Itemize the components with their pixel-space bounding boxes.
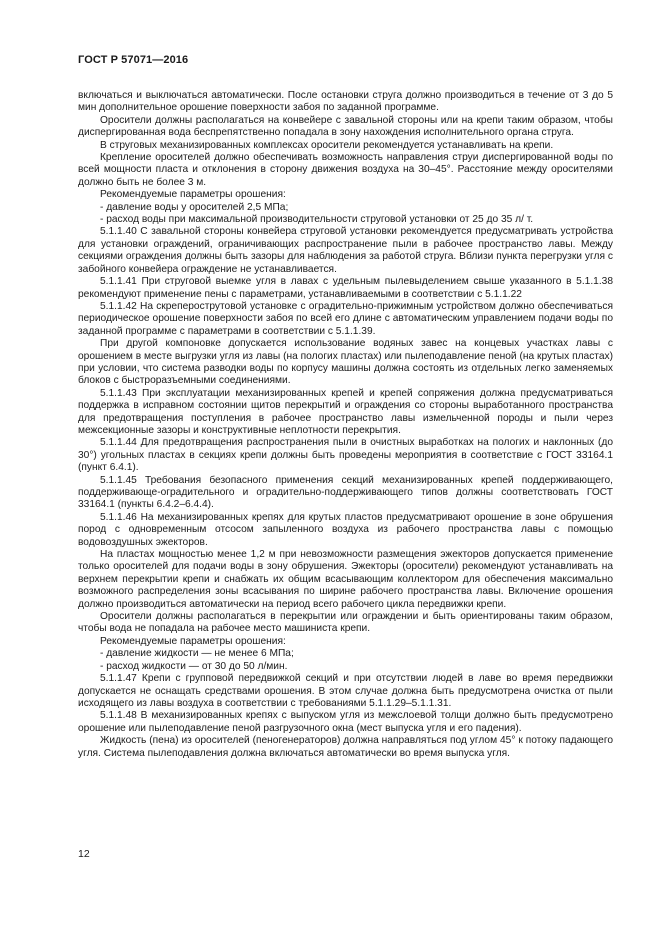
list-item: - давление жидкости — не менее 6 МПа; [100,648,294,660]
paragraph: При другой компоновке допускается использование водяных завес на концевых участках лавы с орошением в месте выгрузки угля из лавы (на пологих пластах) или пылеподавление пеной (на крутых пластах) при условии, что система разводки воды по корпусу машины должна состоять из отдельных легко заменяемых блоков с быстроразъемными соединениями. [78,338,613,387]
paragraph: Оросители должны располагаться на конвейере с завальной стороны или на крепи таким образом, чтобы диспергированная вода беспрепятственно попадала в зону нахождения исполнительного органа струга. [78,114,613,139]
paragraph: включаться и выключаться автоматически. После остановки струга должно производиться в течение от 3 до 5 мин дополнительное орошение поверхности забоя по заданной программе. [78,90,613,114]
paragraph: В струговых механизированных комплексах оросители рекомендуется устанавливать на крепи. [100,139,554,151]
list-item: - расход воды при максимальной производительности струговой установки от 25 до 35 л/ т. [100,214,534,226]
clause-5-1-1-47: 5.1.1.47 Крепи с групповой передвижкой секций и при отсутствии людей в лаве во время передвижки допускается не оснащать средствами орошения. В этом случае должна быть предусмотрена очистка от пыли исходящего из лавы воздуха в соответствии с требованиями 5.1.1.29–5.1.1.31. [78,673,613,709]
paragraph: Оросители должны располагаться в перекрытии или ограждении и быть ориентированы таким образом, чтобы вода не попадала на рабочее место машиниста крепи. [78,611,613,635]
list-item: - расход жидкости — от 30 до 50 л/мин. [100,660,288,672]
paragraph: Жидкость (пена) из оросителей (пеногенераторов) должна направляться под углом 45° к потоку падающего угля. Система пылеподавления должна включаться автоматически во время выпуска угля. [78,735,613,759]
clause-5-1-1-46: 5.1.1.46 На механизированных крепях для крутых пластов предусматривают орошение в зоне обрушения пород с одновременным отсосом запыленного воздуха из рабочего пространства лавы с помощью водовоздушных эжекторов. [78,511,613,548]
clause-5-1-1-42: 5.1.1.42 На скреперострутовой установке с оградительно-прижимным устройством должно обеспечиваться периодическое орошение поверхности забоя по всей его длине с автоматическим управлением подачи воды по заданной программе с параметрами в соответствии с 5.1.1.39. [78,300,613,337]
list-item: - давление воды у оросителей 2,5 МПа; [100,201,289,213]
clause-5-1-1-41: 5.1.1.41 При струговой выемке угля в лавах с удельным пылевыделением свыше указанного в 5.1.1.38 рекомендуют применение пены с параметрами, устанавливаемыми в соответствии с 5.1.1.22 [78,276,613,300]
clause-5-1-1-45: 5.1.1.45 Требования безопасного применения секций механизированных крепей поддерживающего, поддерживающе-оградительного и оградительно-поддерживающего типов должны соответствовать ГОСТ 33164.1 (пункты 6.4.2–6.4.4). [78,474,613,511]
paragraph: Крепление оросителей должно обеспечивать возможность направления струи диспергированной воды по всей мощности пласта и отклонения в сторону движения воздуха на 30–45°. Расстояние между оросителями должно быть не более 3 м. [78,152,613,188]
paragraph: Рекомендуемые параметры орошения: [100,635,286,647]
page-number: 12 [78,848,90,860]
clause-5-1-1-40: 5.1.1.40 С завальной стороны конвейера струговой установки рекомендуется предусматривать устройства для установки ограждений, ограничивающих распространение пыли в рабочее пространство лавы. Между секциями ограждения должны быть зазоры для наблюдения за работой струга. Вблизи пункта перегрузки угля с забойного конвейера ограждение не устанавливается. [78,226,613,275]
paragraph: На пластах мощностью менее 1,2 м при невозможности размещения эжекторов допускается применение только оросителей для подачи воды в зону обрушения. Эжекторы (оросители) рекомендуют устанавливать на верхнем перекрытии крепи и снабжать их общим всасывающим коллектором для обеспечения максимально возможного распределения зоны всасывания по ширине рабочего пространства лавы. Включение орошения должно производиться автоматически на период всего рабочего цикла передвижки крепи. [78,549,613,610]
document-code-header: ГОСТ Р 57071—2016 [78,54,189,66]
clause-5-1-1-48: 5.1.1.48 В механизированных крепях с выпуском угля из межслоевой толщи должно быть предусмотрено орошение или пылеподавление пеной разгрузочного окна (мест выпуска угля и его падения). [78,710,613,734]
clause-5-1-1-44: 5.1.1.44 Для предотвращения распространения пыли в очистных выработках на пологих и наклонных (до 30°) угольных пластах в секциях крепи должны быть проведены мероприятия в соответствие с ГОСТ 33164.1 (пункт 6.4.1). [78,437,613,474]
document-body [78,90,613,760]
paragraph: Рекомендуемые параметры орошения: [100,189,286,201]
clause-5-1-1-43: 5.1.1.43 При эксплуатации механизированных крепей и крепей сопряжения должна предусматриваться поддержка в исправном состоянии щитов перекрытий и ограждения со стороны выработанного пространства для предотвращения поступления в рабочее пространство лавы измельченной породы и пыли через межсекционные зазоры и конструктивные неплотности перекрытия. [78,387,613,436]
